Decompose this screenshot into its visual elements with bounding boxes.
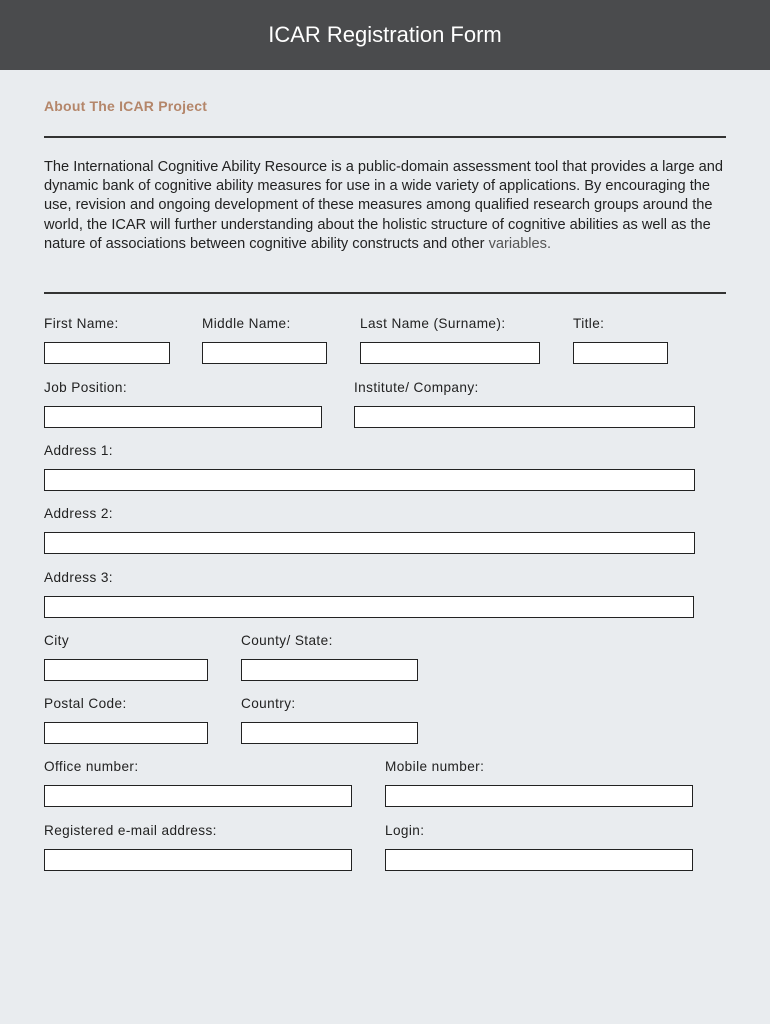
institute-field[interactable] (354, 406, 695, 428)
first-name-field[interactable] (44, 342, 170, 364)
job-position-field[interactable] (44, 406, 322, 428)
about-heading: About The ICAR Project (44, 98, 208, 114)
city-label: City (44, 633, 70, 648)
job-position-label: Job Position: (44, 380, 128, 395)
address2-label: Address 2: (44, 506, 113, 521)
divider-bottom (44, 292, 726, 294)
about-body-tail: variables. (488, 235, 552, 252)
email-label: Registered e-mail address: (44, 823, 217, 838)
country-field[interactable] (241, 722, 418, 744)
first-name-label: First Name: (44, 316, 119, 331)
login-field[interactable] (385, 849, 693, 871)
about-body: The International Cognitive Ability Resource is a public-domain assessment tool that provides a large and dynamic bank of cognitive ability measures for use in a wide variety of applications. By encouraging the use, revision and ongoing development of these measures among qualified research groups around the world, the ICAR will further understanding about the holistic structure of cognitive abilities as well as the nature of associations between cognitive ability constructs and other (44, 159, 723, 252)
office-number-field[interactable] (44, 785, 352, 807)
office-number-label: Office number: (44, 759, 139, 774)
postal-code-field[interactable] (44, 722, 208, 744)
address3-field[interactable] (44, 596, 694, 618)
email-field[interactable] (44, 849, 352, 871)
divider-top (44, 136, 726, 138)
country-label: Country: (241, 696, 296, 711)
institute-label: Institute/ Company: (354, 380, 479, 395)
address1-field[interactable] (44, 469, 695, 491)
middle-name-field[interactable] (202, 342, 327, 364)
last-name-label: Last Name (Surname): (360, 316, 506, 331)
address1-label: Address 1: (44, 443, 113, 458)
address2-field[interactable] (44, 532, 695, 554)
middle-name-label: Middle Name: (202, 316, 291, 331)
title-field[interactable] (573, 342, 668, 364)
login-label: Login: (385, 823, 425, 838)
last-name-field[interactable] (360, 342, 540, 364)
county-state-field[interactable] (241, 659, 418, 681)
mobile-number-label: Mobile number: (385, 759, 485, 774)
about-description (44, 158, 734, 254)
form-title: ICAR Registration Form (268, 22, 502, 47)
address3-label: Address 3: (44, 570, 113, 585)
form-header (0, 0, 770, 70)
title-label: Title: (573, 316, 605, 331)
mobile-number-field[interactable] (385, 785, 693, 807)
postal-code-label: Postal Code: (44, 696, 127, 711)
city-field[interactable] (44, 659, 208, 681)
county-state-label: County/ State: (241, 633, 333, 648)
